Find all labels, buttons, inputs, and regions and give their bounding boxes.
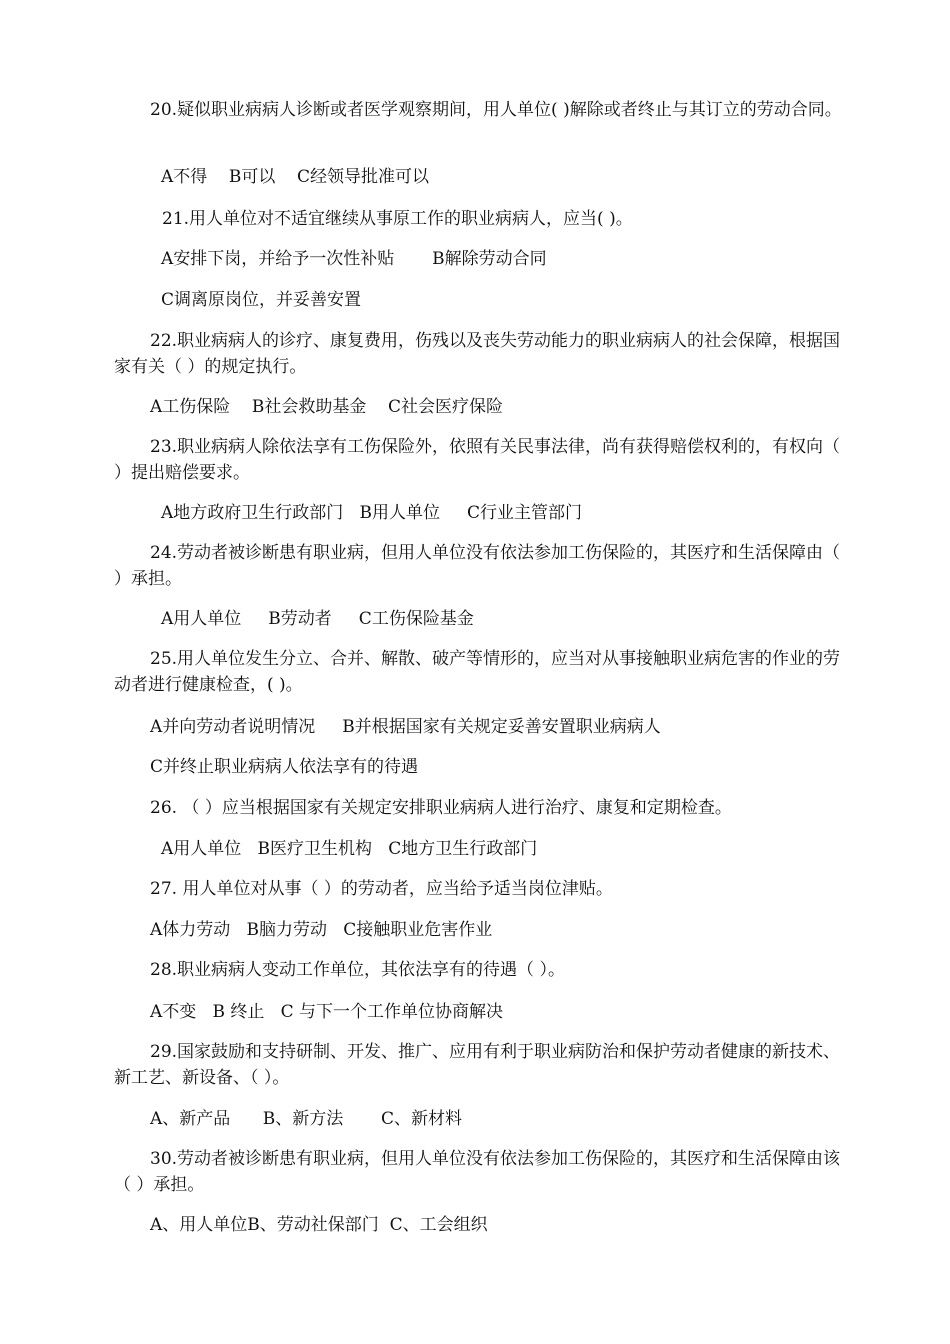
options-21-line2: C调离原岗位，并妥善安置 — [161, 290, 362, 310]
options-27: A体力劳动 B脑力劳动 C接触职业危害作业 — [150, 920, 493, 940]
question-27: 27. 用人单位对从事（ ）的劳动者，应当给予适当岗位津贴。 — [150, 879, 613, 899]
question-25: 25.用人单位发生分立、合并、解散、破产等情形的，应当对从事接触职业病危害的作业的劳动者进行健康检查，( )。 — [114, 649, 841, 695]
question-28: 28.职业病病人变动工作单位，其依法享有的待遇（ ）。 — [150, 960, 565, 980]
options-26: A用人单位 B医疗卫生机构 C地方卫生行政部门 — [161, 839, 538, 859]
options-25-line1: A并向劳动者说明情况 B并根据国家有关规定妥善安置职业病病人 — [150, 717, 661, 737]
options-28: A不变 B 终止 C 与下一个工作单位协商解决 — [150, 1002, 504, 1022]
options-20: A不得 B可以 C经领导批准可以 — [161, 167, 430, 187]
question-22: 22.职业病病人的诊疗、康复费用，伤残以及丧失劳动能力的职业病病人的社会保障，根据国家有关（ ）的规定执行。 — [114, 331, 841, 377]
options-23: A地方政府卫生行政部门 B用人单位 C行业主管部门 — [161, 503, 583, 523]
options-22: A工伤保险 B社会救助基金 C社会医疗保险 — [150, 397, 504, 417]
options-30: A、用人单位B、劳动社保部门 C、工会组织 — [150, 1215, 488, 1235]
question-29: 29.国家鼓励和支持研制、开发、推广、应用有利于职业病防治和保护劳动者健康的新技术、新工艺、新设备、（ ）。 — [114, 1042, 841, 1088]
question-26: 26. （ ）应当根据国家有关规定安排职业病病人进行治疗、康复和定期检查。 — [150, 798, 732, 818]
options-24: A用人单位 B劳动者 C工伤保险基金 — [161, 609, 474, 629]
question-21: 21.用人单位对不适宜继续从事原工作的职业病病人，应当( )。 — [162, 209, 633, 229]
question-23: 23.职业病病人除依法享有工伤保险外，依照有关民事法律，尚有获得赔偿权利的，有权向（ ）提出赔偿要求。 — [114, 437, 841, 483]
options-21-line1: A安排下岗，并给予一次性补贴 B解除劳动合同 — [161, 249, 547, 269]
options-29: A、新产品 B、新方法 C、新材料 — [150, 1109, 463, 1129]
options-25-line2: C并终止职业病病人依法享有的待遇 — [150, 757, 419, 777]
question-24: 24.劳动者被诊断患有职业病，但用人单位没有依法参加工伤保险的，其医疗和生活保障由（ ）承担。 — [114, 543, 841, 589]
question-20: 20.疑似职业病病人诊断或者医学观察期间，用人单位( )解除或者终止与其订立的劳动合同。 — [150, 100, 842, 120]
question-30: 30.劳动者被诊断患有职业病，但用人单位没有依法参加工伤保险的，其医疗和生活保障由该（ ）承担。 — [114, 1149, 841, 1195]
